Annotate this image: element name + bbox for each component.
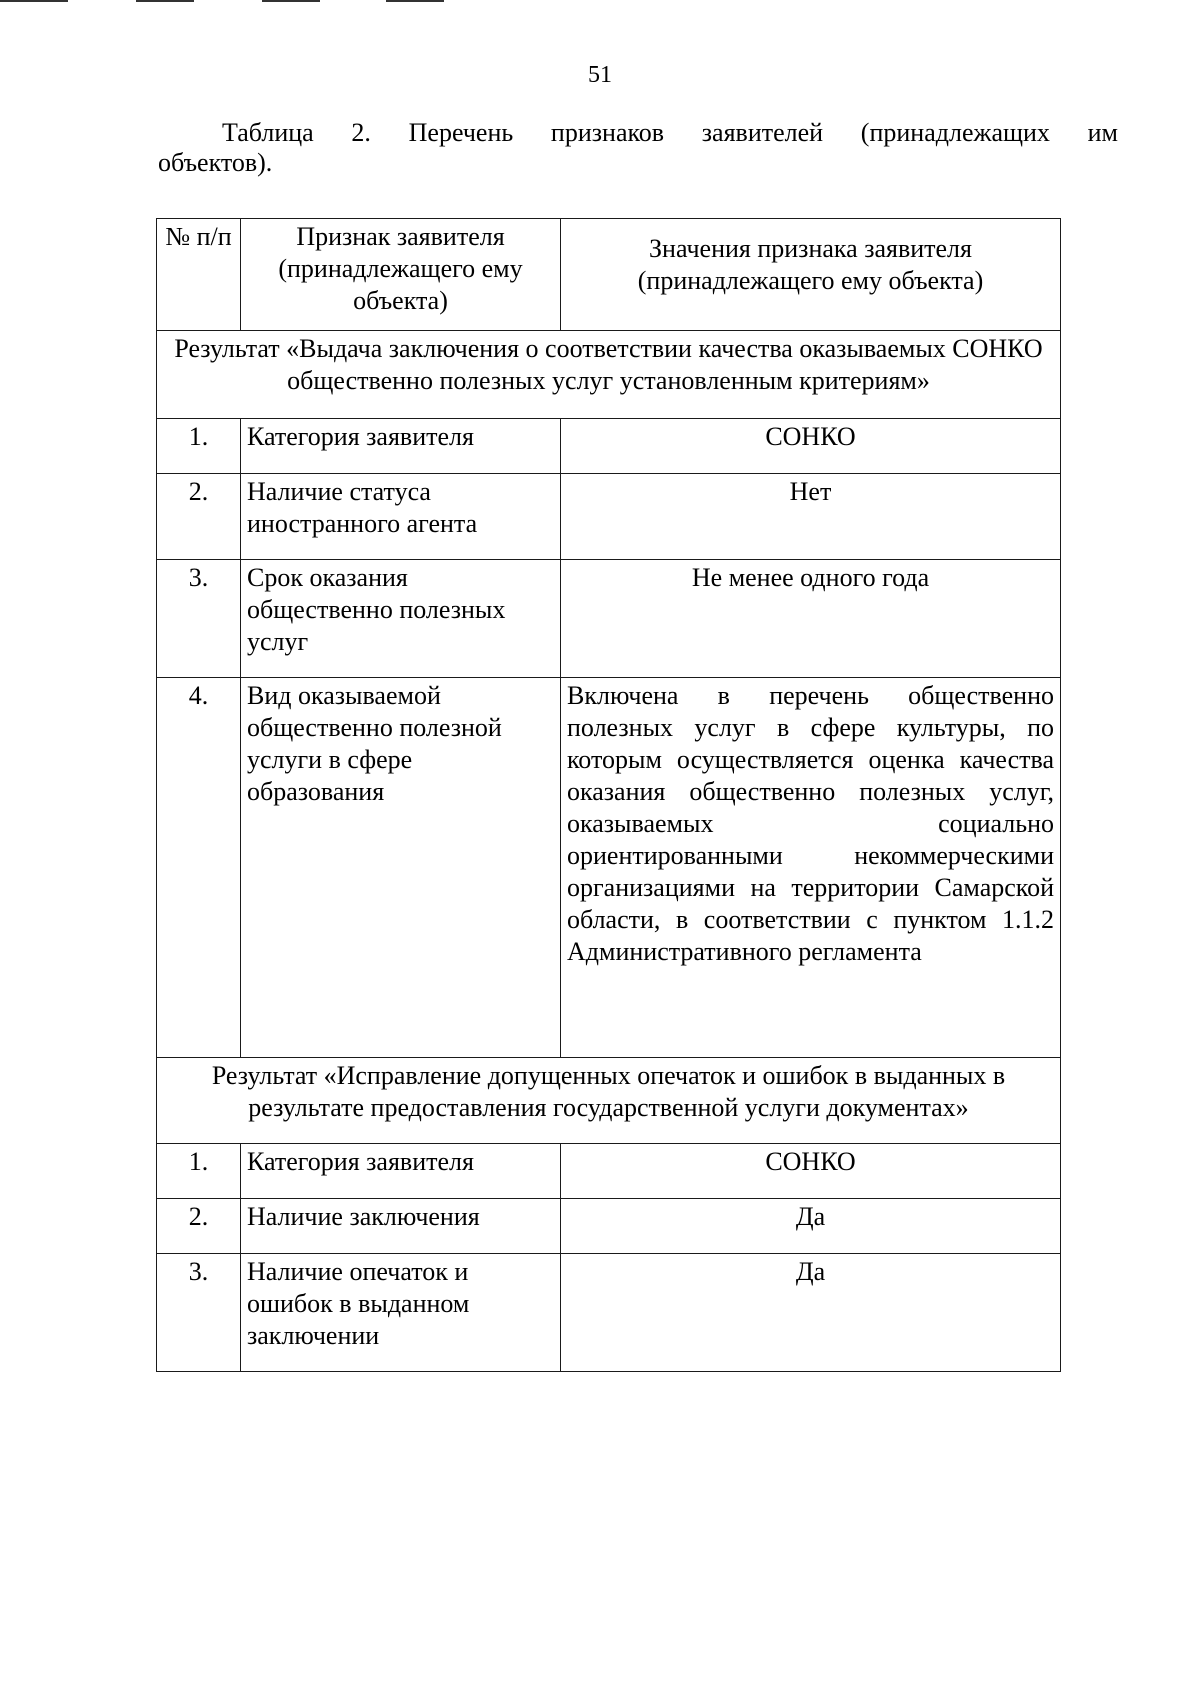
row-num: 2. xyxy=(157,474,241,560)
table-row xyxy=(157,678,1061,1058)
header-num: № п/п xyxy=(157,219,241,331)
row-sign: Наличие заключения xyxy=(241,1199,561,1254)
table-row xyxy=(157,419,1061,474)
section-title-row xyxy=(157,1058,1061,1144)
row-num: 4. xyxy=(157,678,241,1058)
caption-line-1: Таблица 2. Перечень признаков заявителей (принадлежащих им xyxy=(222,118,1118,147)
row-num: 1. xyxy=(157,1144,241,1199)
table-row xyxy=(157,560,1061,678)
scan-edge-marks xyxy=(0,0,460,4)
row-num: 1. xyxy=(157,419,241,474)
row-sign: Вид оказываемой общественно полезной услуги в сфере образования xyxy=(241,678,561,1058)
section-2-title: Результат «Исправление допущенных опечаток и ошибок в выданных в результате предоставления государственной услуги документах» xyxy=(157,1058,1061,1144)
section-title-row xyxy=(157,331,1061,419)
row-sign: Категория заявителя xyxy=(241,419,561,474)
row-num: 2. xyxy=(157,1199,241,1254)
row-num: 3. xyxy=(157,560,241,678)
table-row xyxy=(157,1254,1061,1372)
page-number: 51 xyxy=(588,62,612,88)
row-value: Не менее одного года xyxy=(561,560,1061,678)
caption-line-2: объектов). xyxy=(158,148,273,177)
row-value: Да xyxy=(561,1199,1061,1254)
row-num: 3. xyxy=(157,1254,241,1372)
row-value: СОНКО xyxy=(561,419,1061,474)
row-sign: Категория заявителя xyxy=(241,1144,561,1199)
row-value: СОНКО xyxy=(561,1144,1061,1199)
row-sign: Наличие статуса иностранного агента xyxy=(241,474,561,560)
section-1-title: Результат «Выдача заключения о соответствии качества оказываемых СОНКО общественно полезных услуг установленным критериям» xyxy=(157,331,1061,419)
header-value: Значения признака заявителя (принадлежащего ему объекта) xyxy=(561,219,1061,331)
row-sign: Срок оказания общественно полезных услуг xyxy=(241,560,561,678)
table-row xyxy=(157,1144,1061,1199)
applicant-attributes-table xyxy=(156,218,1061,1372)
row-sign: Наличие опечаток и ошибок в выданном заключении xyxy=(241,1254,561,1372)
row-value: Включена в перечень общественно полезных услуг в сфере культуры, по которым осуществляется оценка качества оказания общественно полезных услуг, оказываемых социально ориентированными некоммерческими организациями на территории Самарской области, в соответствии с пунктом 1.1.2 Административного регламента xyxy=(561,678,1061,1058)
row-value: Нет xyxy=(561,474,1061,560)
table-header-row xyxy=(157,219,1061,331)
table-row xyxy=(157,474,1061,560)
table-row xyxy=(157,1199,1061,1254)
header-sign: Признак заявителя (принадлежащего ему объекта) xyxy=(241,219,561,331)
row-value: Да xyxy=(561,1254,1061,1372)
table-caption xyxy=(158,118,1118,178)
